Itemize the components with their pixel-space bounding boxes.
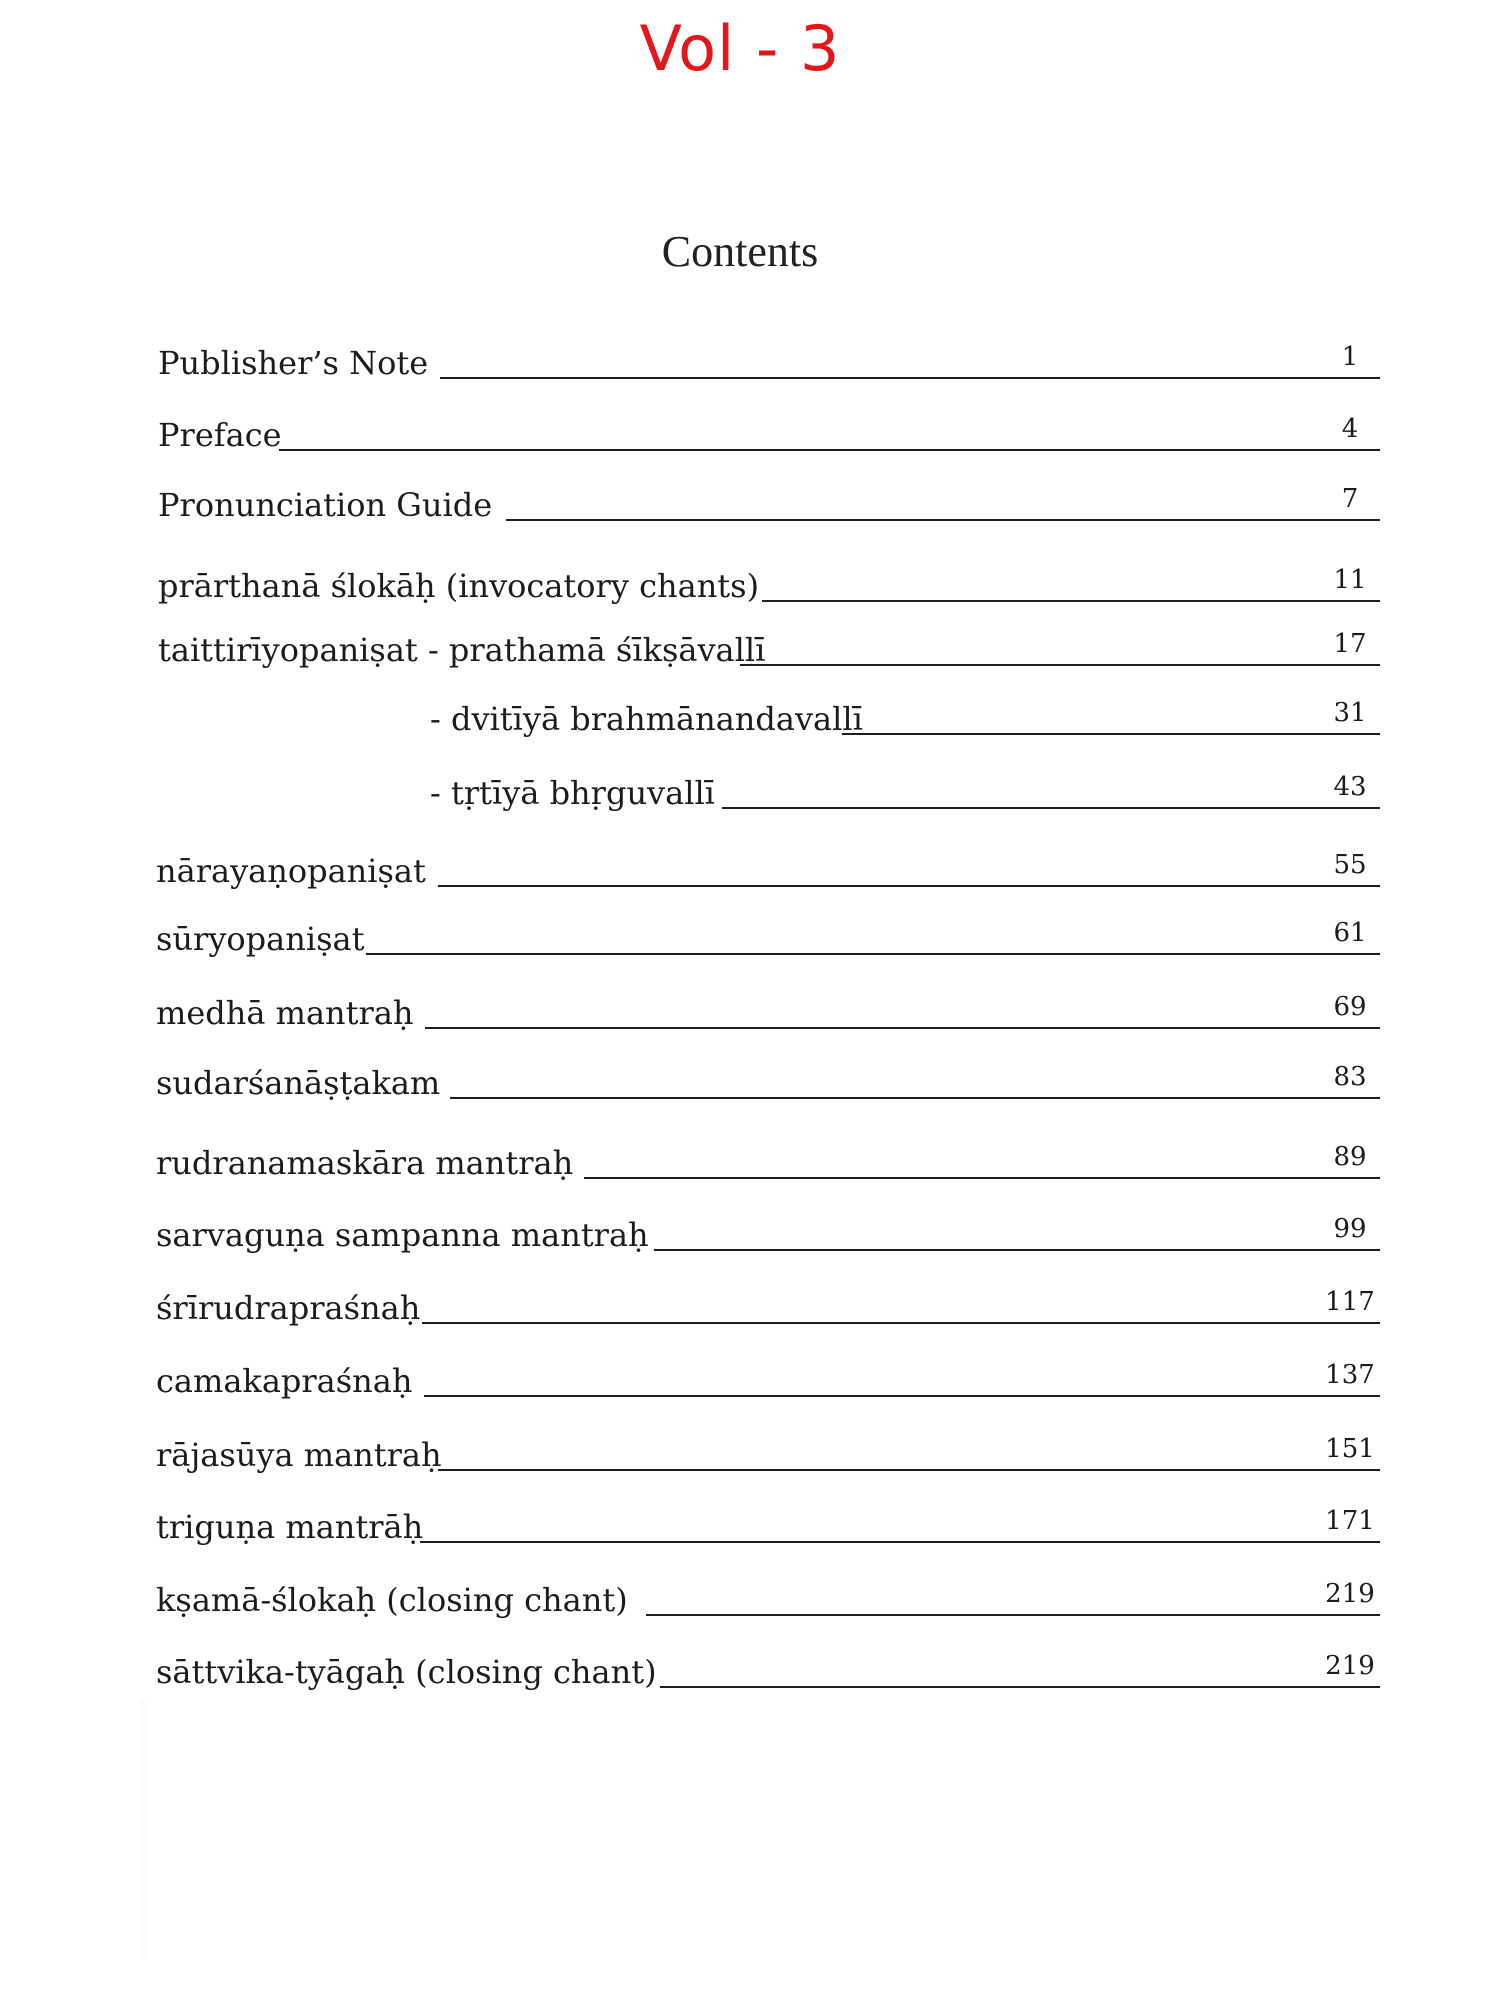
toc-entry-title: nārayaṇopaniṣat xyxy=(156,852,426,890)
toc-entry-page: 17 xyxy=(1333,629,1367,659)
toc-row xyxy=(0,846,1500,896)
toc-entry-page: 99 xyxy=(1333,1214,1367,1244)
volume-label: Vol - 3 xyxy=(639,12,841,85)
toc-entry-page: 43 xyxy=(1333,772,1367,802)
toc-entry-page: 1 xyxy=(1341,342,1359,372)
leader-line xyxy=(842,733,1380,735)
toc-entry-title: Pronunciation Guide xyxy=(158,486,493,524)
toc-entry-title: Preface xyxy=(158,416,282,454)
toc-entry-title: medhā mantraḥ xyxy=(156,994,414,1032)
toc-entry-page: 61 xyxy=(1333,918,1367,948)
toc-entry-title: camakapraśnaḥ xyxy=(156,1362,413,1400)
toc-entry-title: kṣamā-ślokaḥ (closing chant) xyxy=(156,1581,628,1619)
toc-row xyxy=(0,1356,1500,1406)
toc-entry-page: 219 xyxy=(1325,1579,1375,1609)
toc-entry-page: 4 xyxy=(1341,414,1359,444)
leader-line xyxy=(438,885,1380,887)
toc-entry-title: rājasūya mantraḥ xyxy=(156,1436,442,1474)
toc-entry-page: 69 xyxy=(1333,992,1367,1022)
toc-row xyxy=(0,1283,1500,1333)
toc-entry-page: 89 xyxy=(1333,1142,1367,1172)
toc-row xyxy=(0,480,1500,530)
toc-entry-page: 117 xyxy=(1325,1287,1375,1317)
toc-entry-title: sūryopaniṣat xyxy=(156,920,365,958)
toc-entry-page: 55 xyxy=(1333,850,1367,880)
leader-line xyxy=(424,1395,1380,1397)
toc-entry-title: triguṇa mantrāḥ xyxy=(156,1508,424,1546)
toc-row xyxy=(0,338,1500,388)
toc-row xyxy=(0,1647,1500,1697)
toc-entry-title: - tṛtīyā bhṛguvallī xyxy=(430,774,715,812)
toc-row xyxy=(0,561,1500,611)
toc-row xyxy=(0,1210,1500,1260)
leader-line xyxy=(366,953,1380,955)
toc-row xyxy=(0,1138,1500,1188)
leader-line xyxy=(740,664,1380,666)
toc-entry-page: 151 xyxy=(1325,1434,1375,1464)
toc-row xyxy=(0,1502,1500,1552)
toc-entry-title: sarvaguṇa sampanna mantraḥ xyxy=(156,1216,649,1254)
page-shadow xyxy=(140,1700,152,1960)
toc-entry-title: Publisher’s Note xyxy=(158,344,429,382)
toc-entry-title: sāttvika-tyāgaḥ (closing chant) xyxy=(156,1653,657,1691)
toc-row xyxy=(0,1058,1500,1108)
leader-line xyxy=(279,449,1380,451)
toc-entry-title: rudranamaskāra mantraḥ xyxy=(156,1144,574,1182)
toc-entry-title: taittirīyopaniṣat - prathamā śīkṣāvallī xyxy=(158,631,766,669)
leader-line xyxy=(660,1686,1380,1688)
toc-row xyxy=(0,1575,1500,1625)
leader-line xyxy=(450,1097,1380,1099)
toc-entry-title: prārthanā ślokāḥ (invocatory chants) xyxy=(158,567,760,605)
leader-line xyxy=(422,1322,1380,1324)
leader-line xyxy=(584,1177,1380,1179)
toc-entry-title: śrīrudrapraśnaḥ xyxy=(156,1289,421,1327)
leader-line xyxy=(722,807,1380,809)
toc-row xyxy=(0,768,1500,818)
toc-entry-page: 11 xyxy=(1333,565,1367,595)
leader-line xyxy=(762,600,1380,602)
toc-row xyxy=(0,1430,1500,1480)
leader-line xyxy=(440,377,1380,379)
toc-entry-page: 31 xyxy=(1333,698,1367,728)
toc-entry-page: 83 xyxy=(1333,1062,1367,1092)
toc-row xyxy=(0,694,1500,744)
leader-line xyxy=(654,1249,1380,1251)
toc-row xyxy=(0,914,1500,964)
leader-line xyxy=(646,1614,1380,1616)
toc-entry-page: 137 xyxy=(1325,1360,1375,1390)
leader-line xyxy=(420,1541,1380,1543)
toc-entry-title: sudarśanāṣṭakam xyxy=(156,1064,441,1102)
toc-entry-page: 219 xyxy=(1325,1651,1375,1681)
toc-entry-page: 171 xyxy=(1325,1506,1375,1536)
toc-row xyxy=(0,988,1500,1038)
page-title: Contents xyxy=(661,227,819,276)
toc-entry-title: - dvitīyā brahmānandavallī xyxy=(430,700,863,738)
toc-entry-page: 7 xyxy=(1341,484,1359,514)
leader-line xyxy=(438,1469,1380,1471)
toc-row xyxy=(0,410,1500,460)
leader-line xyxy=(506,519,1380,521)
toc-row xyxy=(0,625,1500,675)
leader-line xyxy=(425,1027,1380,1029)
